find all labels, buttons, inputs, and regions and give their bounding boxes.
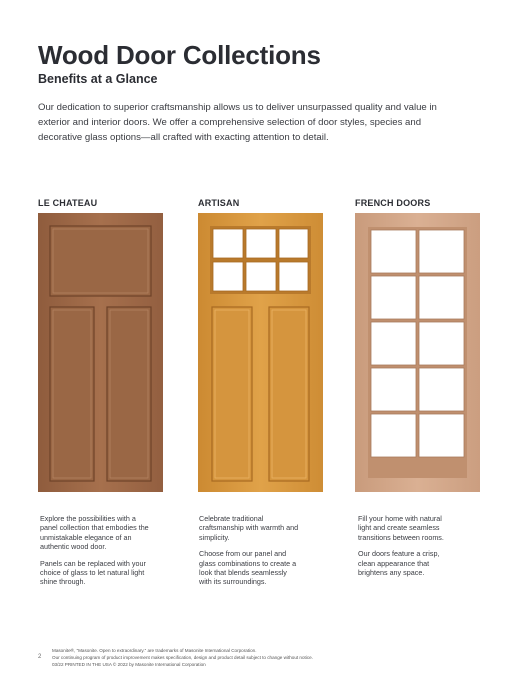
le-chateau-title: LE CHATEAU xyxy=(38,198,98,208)
door-left-panel xyxy=(212,307,252,481)
french-doors-paragraph-2: Our doors feature a crisp, clean appearance that brightens any space. xyxy=(358,549,440,578)
intro-paragraph: Our dedication to superior craftsmanship allows us to deliver unsurpassed quality and value in exterior and interior doors. We offer a comprehensive selection of door styles, species and decorative glass options—all crafted with exacting attention to detail. xyxy=(38,102,437,143)
footer-trademark-line: Masonite®, “Masonite. Open to extraordinary.” are trademarks of Masonite International Corporation. xyxy=(52,648,257,653)
le-chateau-description xyxy=(40,514,150,594)
door-top-panel xyxy=(50,226,151,296)
artisan-paragraph-2: Choose from our panel and glass combinations to create a look that blends seamlessly with its surroundings. xyxy=(199,549,297,587)
artisan-paragraph-1: Celebrate traditional craftsmanship with warmth and simplicity. xyxy=(199,514,299,542)
artisan-description xyxy=(199,514,299,594)
artisan-title: ARTISAN xyxy=(198,198,240,208)
door-right-panel xyxy=(107,307,151,481)
footer-legal xyxy=(52,647,313,669)
page-title: Wood Door Collections xyxy=(38,40,321,70)
artisan-door-image xyxy=(198,213,323,492)
le-chateau-paragraph-2: Panels can be replaced with your choice of glass to let natural light shine through. xyxy=(40,558,146,587)
footer-copyright-line: 03/22 PRINTED IN THE USA © 2022 by Masonite International Corporation xyxy=(52,662,206,668)
le-chateau-paragraph-1: Explore the possibilities with a panel collection that embodies the unmistakable elegance of an authentic wood door. xyxy=(40,514,149,552)
page-subtitle: Benefits at a Glance xyxy=(38,72,158,86)
door-right-panel xyxy=(269,307,309,481)
french-doors-description xyxy=(358,514,453,584)
footer-disclaimer-line: Our continuing program of product improvement makes specification, design and product detail subject to change without notice. xyxy=(52,655,313,661)
page-number: 2 xyxy=(38,654,42,660)
door-left-panel xyxy=(50,307,94,481)
le-chateau-door-image xyxy=(38,213,163,492)
french-door-image xyxy=(355,213,480,492)
french-doors-paragraph-1: Fill your home with natural light and create seamless transitions between rooms. xyxy=(358,514,444,542)
french-doors-title: FRENCH DOORS xyxy=(355,198,431,208)
